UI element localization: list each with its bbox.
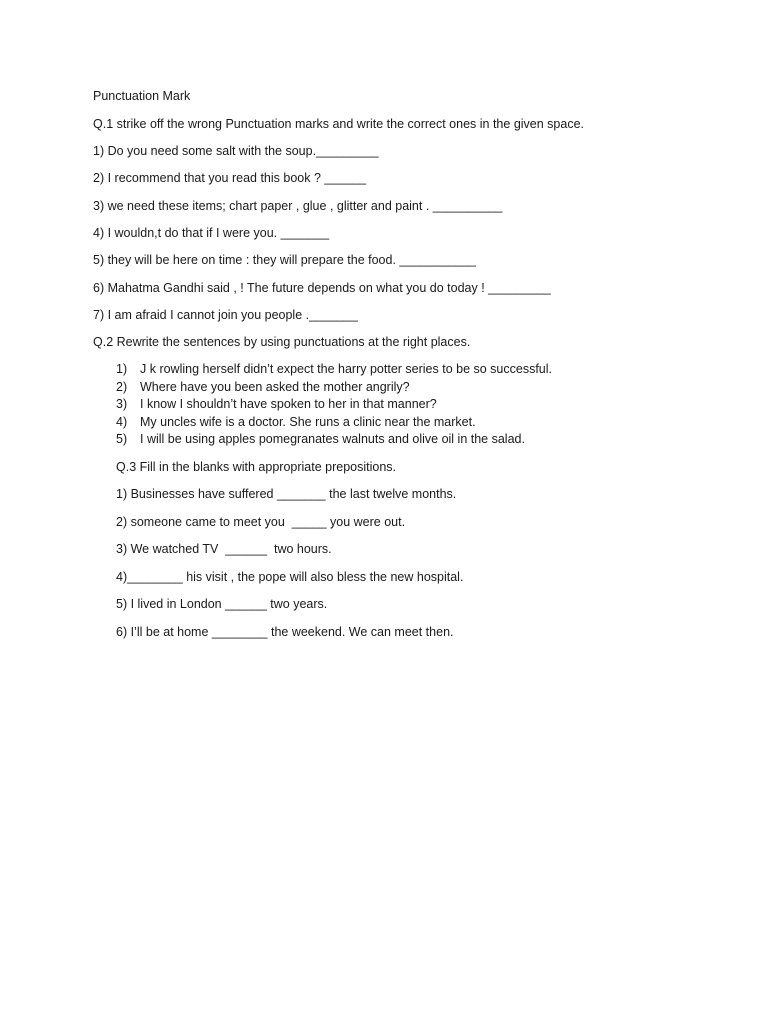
- q1-item: 4) I wouldn,t do that if I were you. _______: [93, 226, 330, 240]
- q2-item-text: J k rowling herself didn’t expect the harry potter series to be so successful.: [140, 362, 552, 376]
- q2-item-text: My uncles wife is a doctor. She runs a clinic near the market.: [140, 415, 476, 429]
- q2-heading: Q.2 Rewrite the sentences by using punctuations at the right places.: [93, 335, 471, 349]
- q2-item-number: 3): [116, 397, 128, 411]
- q2-item-number: 5): [116, 432, 128, 446]
- q3-item: 1) Businesses have suffered _______ the last twelve months.: [116, 487, 457, 501]
- worksheet-title: Punctuation Mark: [93, 89, 191, 103]
- q2-item-text: Where have you been asked the mother angrily?: [140, 380, 410, 394]
- q1-item: 6) Mahatma Gandhi said , ! The future depends on what you do today ! _________: [93, 281, 551, 295]
- q1-item: 5) they will be here on time : they will prepare the food. ___________: [93, 253, 476, 267]
- q2-item-number: 4): [116, 415, 128, 429]
- q1-item: 1) Do you need some salt with the soup._________: [93, 144, 379, 158]
- q1-heading: Q.1 strike off the wrong Punctuation marks and write the correct ones in the given space.: [93, 117, 584, 131]
- q3-item: 2) someone came to meet you _____ you were out.: [116, 515, 406, 529]
- q3-item: 3) We watched TV ______ two hours.: [116, 542, 332, 556]
- q2-item-text: I will be using apples pomegranates walnuts and olive oil in the salad.: [140, 432, 525, 446]
- q3-item: 5) I lived in London ______ two years.: [116, 597, 328, 611]
- q3-item: 6) I’ll be at home ________ the weekend. We can meet then.: [116, 625, 454, 639]
- q1-item: 7) I am afraid I cannot join you people ._______: [93, 308, 358, 322]
- q3-item: 4)________ his visit , the pope will also bless the new hospital.: [116, 570, 464, 584]
- q2-item-number: 1): [116, 362, 128, 376]
- q1-item: 2) I recommend that you read this book ? ______: [93, 171, 367, 185]
- q2-item-text: I know I shouldn’t have spoken to her in that manner?: [140, 397, 437, 411]
- q2-item-number: 2): [116, 380, 128, 394]
- q1-item: 3) we need these items; chart paper , glue , glitter and paint . __________: [93, 199, 503, 213]
- q3-heading: Q.3 Fill in the blanks with appropriate prepositions.: [116, 460, 397, 474]
